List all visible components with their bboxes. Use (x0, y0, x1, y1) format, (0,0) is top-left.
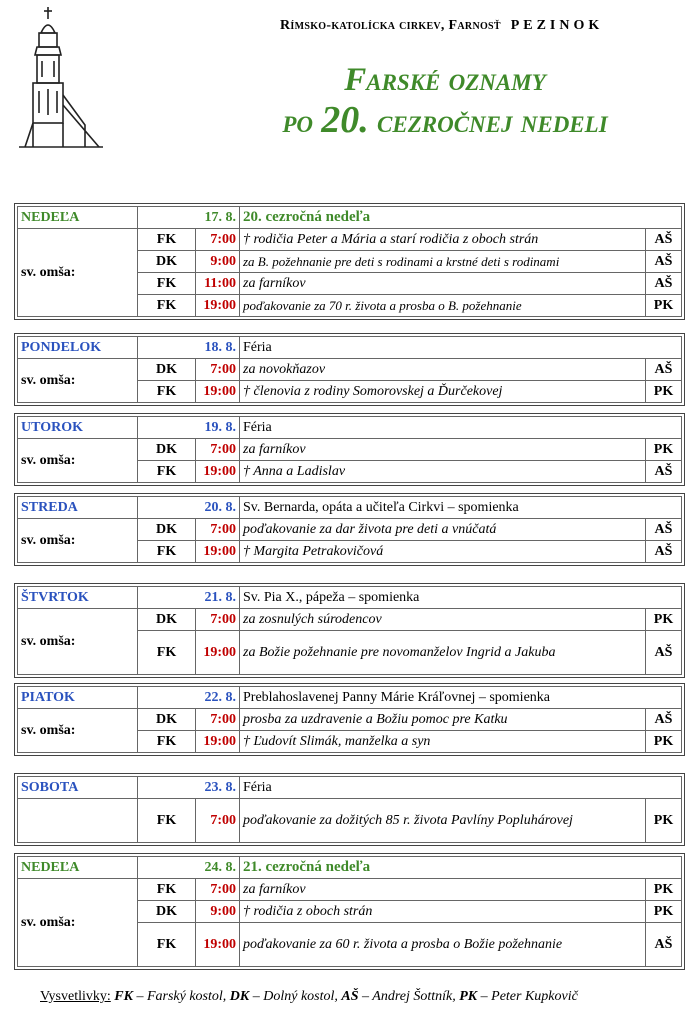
mass-priest: PK (645, 609, 681, 631)
mass-time: 19:00 (196, 923, 240, 967)
mass-intention: za farníkov (240, 273, 646, 295)
day-block (14, 853, 685, 970)
legend (40, 989, 578, 1005)
mass-location: FK (138, 879, 196, 901)
mass-label: sv. omša: (18, 229, 138, 317)
mass-time: 9:00 (196, 251, 240, 273)
mass-location: FK (138, 799, 196, 843)
mass-location: FK (138, 731, 196, 753)
mass-location: DK (138, 359, 196, 381)
legend-item (114, 989, 230, 1004)
day-date: 24. 8. (138, 857, 240, 879)
mass-intention: † rodičia z oboch strán (240, 901, 646, 923)
legend-abbr: DK (229, 989, 250, 1004)
mass-priest: AŠ (646, 229, 682, 251)
mass-intention: poďakovanie za dožitých 85 r. života Pavlíny Popluhárovej (240, 799, 646, 843)
title-line-1: Farské oznamy (344, 62, 546, 98)
legend-text: – Andrej Šottník, (358, 989, 460, 1004)
mass-label: sv. omša: (18, 879, 138, 967)
day-feast: Féria (240, 337, 682, 359)
mass-location: FK (138, 461, 196, 483)
mass-location: DK (138, 609, 196, 631)
day-header-row (18, 687, 682, 709)
title-line-2 (205, 100, 685, 142)
day-header-row (18, 857, 682, 879)
mass-location: FK (138, 631, 196, 675)
day-date: 21. 8. (138, 587, 240, 609)
day-header-row (18, 497, 682, 519)
day-feast: 21. cezročná nedeľa (240, 857, 682, 879)
mass-location: DK (138, 709, 196, 731)
mass-time: 19:00 (196, 541, 240, 563)
mass-priest: AŠ (646, 273, 682, 295)
mass-priest: AŠ (645, 461, 681, 483)
page-title (205, 60, 685, 142)
day-header-row (18, 587, 682, 609)
mass-label: sv. omša: (18, 519, 138, 563)
legend-text: – Peter Kupkovič (477, 989, 578, 1004)
mass-time: 19:00 (196, 295, 240, 317)
day-header-row (18, 207, 682, 229)
mass-location: DK (138, 901, 196, 923)
mass-location: FK (138, 923, 196, 967)
mass-intention: za novokňazov (240, 359, 646, 381)
day-date: 22. 8. (138, 687, 240, 709)
day-table (17, 206, 682, 317)
legend-text: – Dolný kostol, (249, 989, 342, 1004)
mass-location: FK (138, 541, 196, 563)
mass-location: DK (138, 439, 196, 461)
mass-location: DK (138, 251, 196, 273)
mass-intention: za zosnulých súrodencov (240, 609, 646, 631)
day-date: 18. 8. (138, 337, 240, 359)
legend-item (230, 989, 342, 1004)
day-block (14, 583, 685, 678)
legend-abbr: FK (114, 989, 133, 1004)
day-header-row (18, 417, 682, 439)
mass-priest: PK (645, 439, 681, 461)
mass-priest: AŠ (646, 923, 682, 967)
mass-priest: AŠ (645, 541, 681, 563)
day-table (17, 586, 682, 675)
day-feast: Preblahoslavenej Panny Márie Kráľovnej – spomienka (240, 687, 682, 709)
mass-location: FK (138, 229, 196, 251)
mass-row (18, 609, 682, 631)
mass-priest: AŠ (645, 631, 681, 675)
mass-intention: poďakovanie za 60 r. života a prosba o Božie požehnanie (240, 923, 646, 967)
mass-time: 7:00 (196, 439, 240, 461)
legend-item (459, 989, 578, 1004)
mass-priest: PK (645, 381, 681, 403)
mass-priest: AŠ (646, 709, 682, 731)
day-block (14, 333, 685, 406)
mass-priest: PK (646, 731, 682, 753)
day-table (17, 496, 682, 563)
day-name: NEDEĽA (18, 207, 138, 229)
mass-intention: prosba za uzdravenie a Božiu pomoc pre Katku (240, 709, 646, 731)
mass-time: 11:00 (196, 273, 240, 295)
mass-priest: PK (646, 879, 682, 901)
mass-row (18, 359, 682, 381)
mass-priest: AŠ (645, 519, 681, 541)
day-name: NEDEĽA (18, 857, 138, 879)
day-table (17, 856, 682, 967)
day-date: 19. 8. (138, 417, 240, 439)
day-name: PONDELOK (18, 337, 138, 359)
title-number: 20. (321, 99, 369, 141)
mass-intention: za Božie požehnanie pre novomanželov Ingrid a Jakuba (240, 631, 646, 675)
mass-intention: † členovia z rodiny Somorovskej a Ďurčekovej (240, 381, 646, 403)
mass-time: 19:00 (196, 731, 240, 753)
day-feast: Féria (240, 777, 682, 799)
day-block (14, 493, 685, 566)
day-name: SOBOTA (18, 777, 138, 799)
church-name: Rímsko-katolícka cirkev, (280, 18, 445, 33)
mass-intention: † Ľudovít Slimák, manželka a syn (240, 731, 646, 753)
mass-time: 19:00 (196, 461, 240, 483)
mass-priest: AŠ (646, 251, 682, 273)
title-pre: po (282, 104, 322, 140)
mass-intention: za B. požehnanie pre deti s rodinami a krstné deti s rodinami (240, 251, 646, 273)
legend-abbr: PK (459, 989, 478, 1004)
day-table (17, 776, 682, 843)
mass-priest: AŠ (645, 359, 681, 381)
mass-intention: † Anna a Ladislav (240, 461, 646, 483)
mass-intention: poďakovanie za dar života pre deti a vnúčatá (240, 519, 646, 541)
day-feast: Féria (240, 417, 682, 439)
legend-abbr: AŠ (341, 989, 359, 1004)
mass-intention: † Margita Petrakovičová (240, 541, 646, 563)
legend-item (341, 989, 459, 1004)
day-name: ŠTVRTOK (18, 587, 138, 609)
mass-row (18, 879, 682, 901)
mass-row (18, 229, 682, 251)
parish-town: PEZINOK (510, 18, 604, 33)
mass-row (18, 799, 682, 843)
mass-priest: PK (646, 295, 682, 317)
day-name: PIATOK (18, 687, 138, 709)
mass-label (18, 799, 138, 843)
mass-intention: za farníkov (240, 879, 646, 901)
day-date: 20. 8. (138, 497, 240, 519)
mass-row (18, 439, 682, 461)
mass-location: FK (138, 273, 196, 295)
day-block (14, 683, 685, 756)
day-block (14, 203, 685, 320)
legend-items (114, 989, 578, 1004)
day-date: 17. 8. (138, 207, 240, 229)
church-header (280, 18, 680, 34)
day-header-row (18, 337, 682, 359)
church-tower-logo (15, 5, 105, 153)
mass-time: 7:00 (196, 519, 240, 541)
legend-text: – Farský kostol, (132, 989, 230, 1004)
mass-time: 9:00 (196, 901, 240, 923)
mass-location: FK (138, 295, 196, 317)
mass-location: FK (138, 381, 196, 403)
legend-label: Vysvetlivky: (40, 989, 111, 1004)
mass-intention: poďakovanie za 70 r. života a prosba o B. požehnanie (240, 295, 646, 317)
mass-time: 19:00 (196, 381, 240, 403)
day-feast: 20. cezročná nedeľa (240, 207, 682, 229)
mass-priest: PK (646, 901, 682, 923)
mass-row (18, 709, 682, 731)
mass-label: sv. omša: (18, 439, 138, 483)
mass-time: 7:00 (196, 229, 240, 251)
mass-row (18, 519, 682, 541)
day-date: 23. 8. (138, 777, 240, 799)
mass-time: 7:00 (196, 799, 240, 843)
parish-label: Farnosť (448, 18, 501, 33)
mass-time: 19:00 (196, 631, 240, 675)
mass-time: 7:00 (196, 609, 240, 631)
title-post: cezročnej nedeli (368, 104, 608, 140)
mass-location: DK (138, 519, 196, 541)
day-feast: Sv. Pia X., pápeža – spomienka (240, 587, 682, 609)
mass-intention: † rodičia Peter a Mária a starí rodičia z oboch strán (240, 229, 646, 251)
day-table (17, 686, 682, 753)
day-name: UTOROK (18, 417, 138, 439)
day-header-row (18, 777, 682, 799)
day-block (14, 773, 685, 846)
mass-priest: PK (645, 799, 681, 843)
mass-time: 7:00 (196, 879, 240, 901)
mass-time: 7:00 (196, 359, 240, 381)
day-name: STREDA (18, 497, 138, 519)
day-block (14, 413, 685, 486)
mass-label: sv. omša: (18, 359, 138, 403)
day-table (17, 416, 682, 483)
mass-label: sv. omša: (18, 609, 138, 675)
day-table (17, 336, 682, 403)
day-feast: Sv. Bernarda, opáta a učiteľa Cirkvi – spomienka (240, 497, 682, 519)
mass-intention: za farníkov (240, 439, 646, 461)
mass-label: sv. omša: (18, 709, 138, 753)
mass-time: 7:00 (196, 709, 240, 731)
